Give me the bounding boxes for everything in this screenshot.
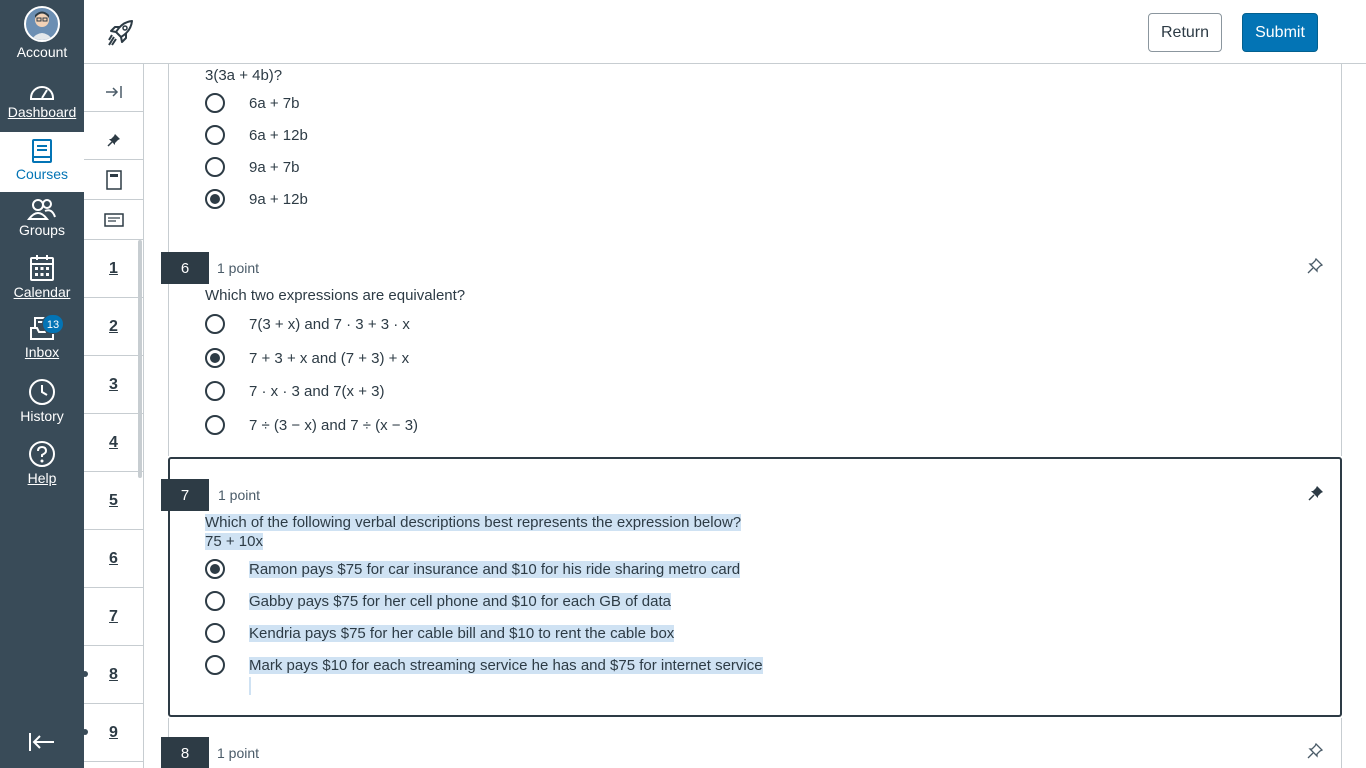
global-navigation	[0, 0, 84, 768]
option-label: 7 · x · 3 and 7(x + 3)	[249, 382, 385, 400]
groups-icon	[27, 198, 57, 220]
radio-button[interactable]	[205, 381, 225, 401]
collapse-nav-icon[interactable]	[28, 731, 56, 753]
question-nav-6[interactable]: 6	[84, 530, 143, 588]
question-6-option[interactable]	[205, 312, 410, 336]
question-7-text	[205, 513, 741, 551]
notes-icon	[104, 213, 124, 227]
selection-caret	[249, 677, 251, 695]
option-label: Gabby pays $75 for her cell phone and $10 for each GB of data	[249, 592, 671, 610]
radio-button[interactable]	[205, 125, 225, 145]
question-7-expression: 75 + 10x	[205, 533, 263, 550]
question-5-card	[168, 64, 1342, 228]
question-points: 1 point	[218, 487, 261, 503]
question-7-option[interactable]	[205, 589, 671, 613]
question-nav-1[interactable]: 1	[84, 240, 143, 298]
radio-button-selected[interactable]	[205, 348, 225, 368]
dashboard-icon	[28, 80, 56, 102]
submit-button[interactable]: Submit	[1242, 13, 1318, 52]
question-nav-9[interactable]: 9	[84, 704, 143, 762]
nav-inbox-label: Inbox	[24, 344, 60, 360]
question-5-text: 3(3a + 4b)?	[205, 67, 283, 84]
radio-button[interactable]	[205, 591, 225, 611]
question-6-card	[168, 228, 1342, 456]
question-number-badge: 6	[161, 252, 209, 284]
nav-account[interactable]	[0, 6, 84, 60]
question-navigator	[84, 64, 144, 768]
top-header	[84, 0, 1366, 64]
question-nav-9-indicator	[82, 729, 88, 735]
nav-courses-label: Courses	[15, 166, 69, 182]
question-nav-3[interactable]: 3	[84, 356, 143, 414]
pin-question-icon[interactable]	[1307, 743, 1323, 759]
option-label: 9a + 7b	[249, 158, 300, 176]
question-5-option[interactable]	[205, 187, 308, 211]
radio-button[interactable]	[205, 157, 225, 177]
calculator-icon	[106, 170, 122, 190]
avatar-icon	[26, 8, 58, 40]
question-nav-8-indicator	[82, 671, 88, 677]
question-7-prompt: Which of the following verbal descriptions best represents the expression below?	[205, 514, 742, 531]
question-number-badge: 7	[161, 479, 209, 511]
question-nav-2[interactable]: 2	[84, 298, 143, 356]
question-8-card	[168, 718, 1342, 768]
option-label: 7(3 + x) and 7 · 3 + 3 · x	[249, 315, 410, 333]
account-avatar	[24, 6, 60, 42]
nav-history[interactable]	[0, 378, 84, 424]
nav-help[interactable]	[0, 440, 84, 486]
question-6-text: Which two expressions are equivalent?	[205, 287, 466, 304]
option-label: 6a + 12b	[249, 126, 308, 144]
question-5-option[interactable]	[205, 155, 299, 179]
nav-account-label: Account	[16, 44, 68, 60]
question-nav-8[interactable]: 8	[84, 646, 143, 704]
notes-button[interactable]	[84, 200, 143, 240]
nav-inbox[interactable]	[0, 314, 84, 360]
expand-arrow-icon	[105, 85, 123, 99]
nav-calendar-label: Calendar	[13, 284, 71, 300]
question-nav-5[interactable]: 5	[84, 472, 143, 530]
courses-icon	[30, 138, 54, 164]
question-6-option[interactable]	[205, 346, 409, 370]
calculator-button[interactable]	[84, 160, 143, 200]
question-points: 1 point	[217, 745, 260, 761]
option-label: Mark pays $10 for each streaming service he has and $75 for internet service	[249, 656, 763, 674]
expand-navigator-button[interactable]	[84, 72, 143, 112]
radio-button-selected[interactable]	[205, 559, 225, 579]
option-label: 7 ÷ (3 − x) and 7 ÷ (x − 3)	[249, 416, 419, 434]
option-label: Ramon pays $75 for car insurance and $10 for his ride sharing metro card	[249, 560, 741, 578]
history-clock-icon	[28, 378, 56, 406]
question-6-option[interactable]	[205, 413, 418, 437]
nav-help-label: Help	[27, 470, 57, 486]
nav-groups-label: Groups	[19, 222, 65, 238]
return-button[interactable]: Return	[1148, 13, 1222, 52]
question-7-card	[168, 457, 1342, 717]
question-5-option[interactable]	[205, 123, 308, 147]
nav-calendar[interactable]	[0, 254, 84, 300]
radio-button[interactable]	[205, 655, 225, 675]
inbox-unread-badge: 13	[42, 314, 64, 334]
quiz-content	[144, 64, 1366, 768]
option-label: 7 + 3 + x and (7 + 3) + x	[249, 349, 410, 367]
nav-courses[interactable]	[0, 132, 84, 192]
radio-button[interactable]	[205, 623, 225, 643]
pinned-question-icon[interactable]	[1308, 485, 1324, 501]
help-icon	[28, 440, 56, 468]
nav-dashboard-label: Dashboard	[7, 104, 77, 120]
radio-button[interactable]	[205, 415, 225, 435]
question-7-option[interactable]	[205, 653, 763, 677]
nav-history-label: History	[20, 408, 64, 424]
question-number-badge: 8	[161, 737, 209, 768]
question-7-option[interactable]	[205, 621, 674, 645]
option-label: Kendria pays $75 for her cable bill and $10 to rent the cable box	[249, 624, 675, 642]
calendar-icon	[29, 254, 55, 282]
rocket-icon	[106, 18, 136, 48]
question-5-option[interactable]	[205, 91, 299, 115]
question-7-option[interactable]	[205, 557, 740, 581]
pin-icon	[107, 133, 121, 147]
nav-dashboard[interactable]	[0, 80, 84, 120]
nav-groups[interactable]	[0, 198, 84, 238]
question-nav-4[interactable]: 4	[84, 414, 143, 472]
question-points: 1 point	[217, 260, 260, 276]
radio-button[interactable]	[205, 314, 225, 334]
option-label: 6a + 7b	[249, 94, 300, 112]
radio-button-selected[interactable]	[205, 189, 225, 209]
option-label: 9a + 12b	[249, 190, 308, 208]
question-nav-7[interactable]: 7	[84, 588, 143, 646]
question-6-option[interactable]	[205, 379, 384, 403]
radio-button[interactable]	[205, 93, 225, 113]
pin-question-icon[interactable]	[1307, 258, 1323, 274]
pinned-filter-button[interactable]	[84, 120, 143, 160]
